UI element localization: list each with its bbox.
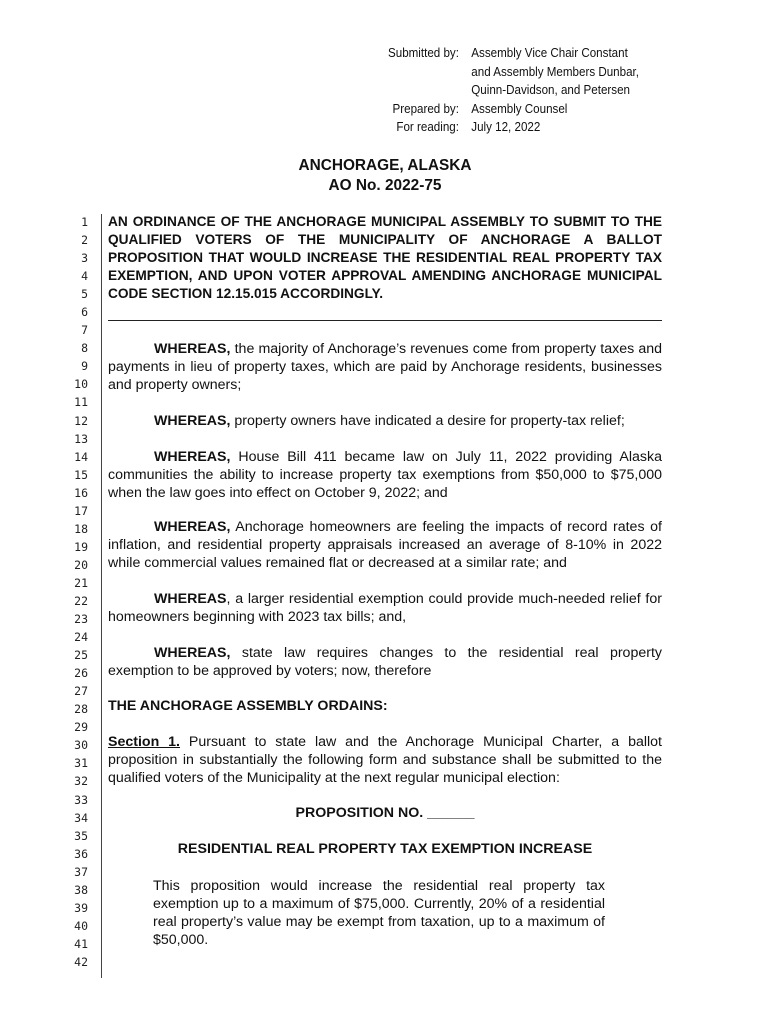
line-number: 2	[81, 233, 88, 248]
line-number: 12	[74, 413, 88, 428]
line-number: 1	[81, 215, 88, 229]
submitted-by-line: Quinn-Davidson, and Petersen	[471, 82, 630, 98]
whereas-clause	[108, 340, 662, 394]
whereas-lead: WHEREAS,	[154, 645, 231, 661]
line-number: 40	[74, 918, 88, 933]
ordains-heading: THE ANCHORAGE ASSEMBLY ORDAINS:	[108, 698, 388, 714]
line-number: 6	[81, 305, 88, 320]
submission-metadata	[378, 44, 639, 137]
whereas-text: the majority of Anchorage’s revenues come from property taxes and payments in lieu of property taxes, which are paid by Anchorage residents, businesses and property owners;	[108, 341, 662, 394]
line-number: 5	[81, 287, 88, 302]
whereas-clause	[108, 448, 662, 502]
line-number: 29	[74, 720, 88, 735]
line-number: 17	[74, 503, 88, 518]
line-number: 26	[74, 666, 88, 681]
line-number: 37	[74, 864, 88, 879]
line-number: 30	[74, 738, 88, 753]
line-number: 15	[74, 467, 88, 482]
proposition-number: PROPOSITION NO. ______	[295, 805, 475, 821]
prepared-by-row	[378, 100, 639, 119]
for-reading-row	[378, 118, 639, 137]
submitted-by-label: Submitted by:	[387, 45, 459, 60]
line-number: 27	[74, 684, 88, 699]
section-1	[108, 733, 662, 787]
proposition-body: This proposition would increase the residential real property tax exemption up to a maximum of $75,000. Currently, 20% of a residential real property’s value may be exempt from taxation, up to a maximum of $50,000.	[153, 878, 605, 949]
line-number: 39	[74, 900, 88, 915]
line-number: 21	[74, 575, 88, 590]
section-1-text: Pursuant to state law and the Anchorage Municipal Charter, a ballot proposition in substantially the following form and substance shall be submitted to the qualified voters of the Municipality at the next regular municipal election:	[108, 734, 662, 787]
line-number: 41	[74, 936, 88, 951]
for-reading-label: For reading:	[396, 119, 459, 135]
margin-rule	[101, 214, 102, 978]
whereas-lead: WHEREAS,	[154, 519, 231, 535]
whereas-clause	[108, 412, 662, 430]
whereas-lead: WHEREAS	[154, 591, 227, 607]
whereas-lead: WHEREAS,	[154, 449, 231, 465]
whereas-clause	[108, 644, 662, 680]
document-heading-ordinance-number: AO No. 2022-75	[328, 177, 442, 194]
submitted-by-line: and Assembly Members Dunbar,	[471, 63, 639, 79]
line-number: 14	[74, 449, 88, 464]
line-number: 4	[81, 269, 88, 284]
section-1-label: Section 1.	[108, 734, 180, 750]
whereas-clause	[108, 590, 662, 626]
submitted-by-row-3	[378, 81, 639, 100]
line-number-gutter	[40, 213, 88, 971]
whereas-text: , a larger residential exemption could provide much-needed relief for homeowners beginning with 2023 tax bills; and,	[108, 591, 662, 626]
whereas-clause	[108, 518, 662, 572]
line-number: 20	[74, 557, 88, 572]
line-number: 34	[74, 810, 88, 825]
whereas-lead: WHEREAS,	[154, 341, 231, 357]
line-number: 7	[81, 323, 88, 338]
whereas-text: Anchorage homeowners are feeling the impacts of record rates of inflation, and residential property appraisals increased an average of 8-10% in 2022 while commercial values remained flat or decreased at a similar rate; and	[108, 519, 662, 572]
title-divider	[108, 320, 662, 321]
for-reading-value: July 12, 2022	[471, 119, 541, 135]
whereas-text: property owners have indicated a desire for property-tax relief;	[230, 413, 625, 429]
line-number: 36	[74, 846, 88, 861]
line-number: 28	[74, 702, 88, 717]
line-number: 16	[74, 485, 88, 500]
line-number: 19	[74, 539, 88, 554]
line-number: 35	[74, 828, 88, 843]
whereas-text: House Bill 411 became law on July 11, 2022 providing Alaska communities the ability to increase property tax exemptions from $50,000 to $75,000 when the law goes into effect on October 9, 2022; and	[108, 449, 662, 502]
line-number: 25	[74, 648, 88, 663]
submitted-by-row-2	[378, 63, 639, 82]
line-number: 3	[81, 251, 88, 266]
submitted-by-line: Assembly Vice Chair Constant	[471, 45, 628, 60]
line-number: 10	[74, 377, 88, 392]
line-number: 8	[81, 341, 88, 356]
line-number: 31	[74, 756, 88, 771]
line-number: 13	[74, 431, 88, 446]
document-heading-location: ANCHORAGE, ALASKA	[298, 157, 472, 174]
whereas-lead: WHEREAS,	[154, 413, 231, 429]
proposition-title: RESIDENTIAL REAL PROPERTY TAX EXEMPTION INCREASE	[177, 841, 593, 857]
line-number: 33	[74, 792, 88, 807]
line-number: 42	[74, 954, 88, 969]
line-number: 22	[74, 593, 88, 608]
whereas-text: state law requires changes to the residential real property exemption to be approved by voters; now, therefore	[108, 645, 662, 680]
submitted-by-row	[378, 44, 639, 63]
line-number: 38	[74, 882, 88, 897]
ordinance-title: AN ORDINANCE OF THE ANCHORAGE MUNICIPAL ASSEMBLY TO SUBMIT TO THE QUALIFIED VOTERS OF THE MUNICIPALITY OF ANCHORAGE A BALLOT PROPOSITION THAT WOULD INCREASE THE RESIDENTIAL REAL PROPERTY TAX EXEMPTION, AND UPON VOTER APPROVAL AMENDING ANCHORAGE MUNICIPAL CODE SECTION 12.15.015 ACCORDINGLY.	[108, 214, 662, 302]
line-number: 24	[74, 630, 88, 645]
line-number: 18	[74, 521, 88, 536]
prepared-by-label: Prepared by:	[392, 100, 459, 116]
line-number: 11	[74, 395, 88, 410]
line-number: 32	[74, 774, 88, 789]
line-number: 23	[74, 612, 88, 627]
line-number: 9	[81, 359, 88, 374]
prepared-by-value: Assembly Counsel	[471, 100, 568, 116]
